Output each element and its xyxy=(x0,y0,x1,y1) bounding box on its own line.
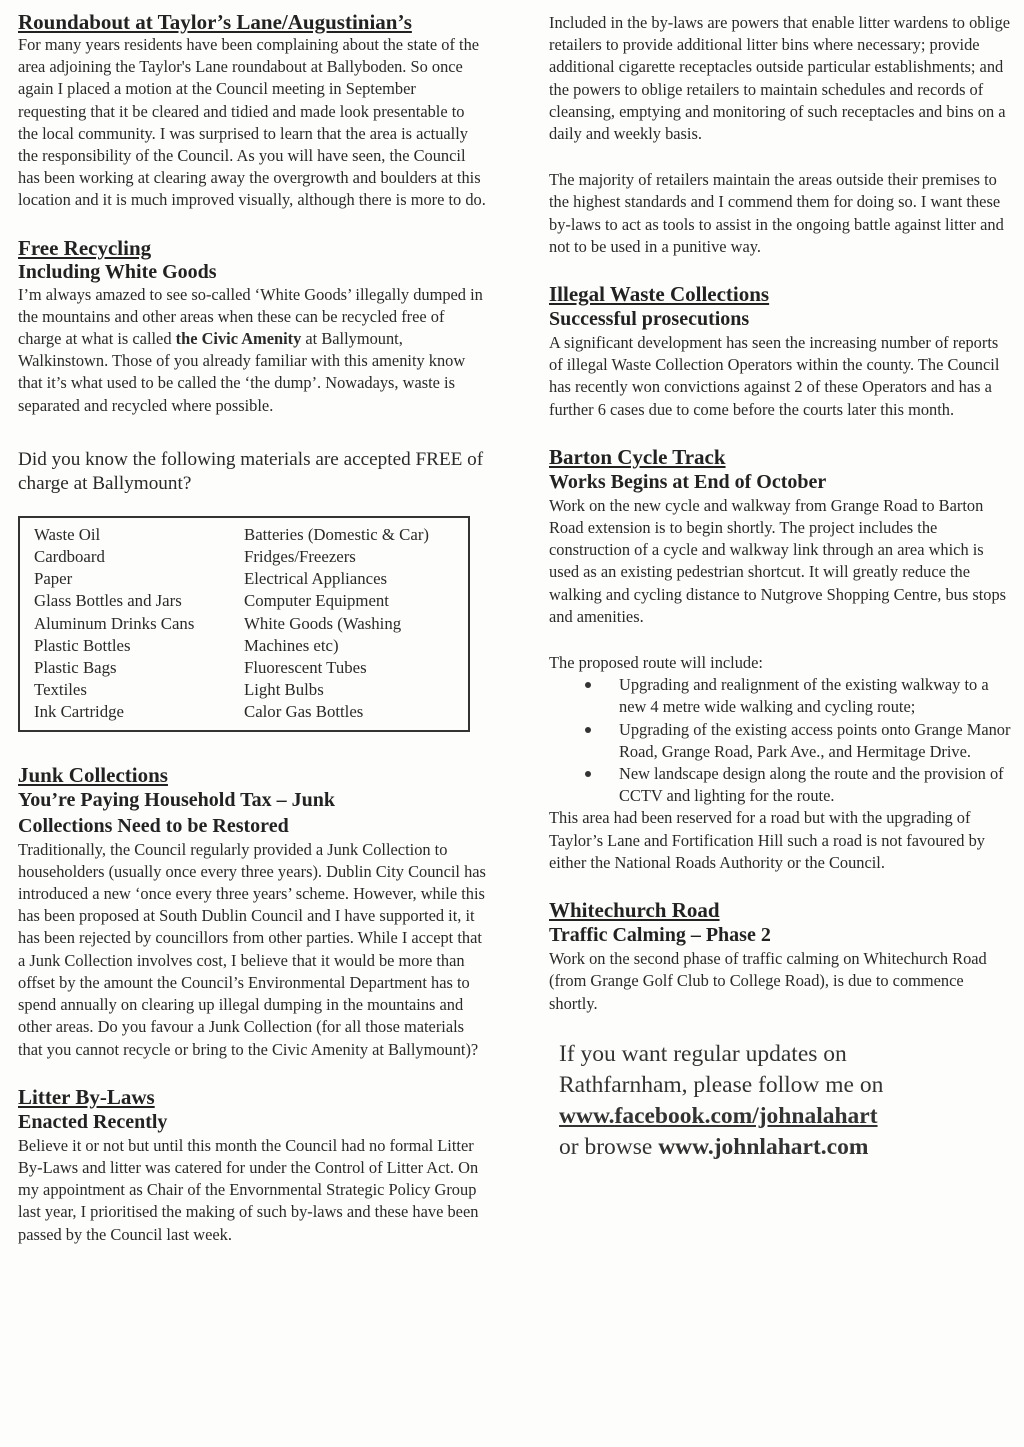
litter-subheading: Enacted Recently xyxy=(18,1110,168,1133)
litter-heading: Litter By-Laws xyxy=(18,1084,155,1109)
follow-block xyxy=(559,1039,1014,1163)
junk-body: Traditionally, the Council regularly provided a Junk Collection to householders (usually once every three years). Dublin City Council has introduced a new ‘once every three years’ scheme. However, while this has been proposed at South Dublin Council and I have supported it, it has been rejected by councillors from other parties. While I accept that a Junk Collection involves cost, I believe that it would be more than offset by the amount the Council’s Environmental Department has to spend annually on clearing up illegal dumping in the mountains and other areas. Do you favour a Junk Collection (for all those materials that you cannot recycle or bring to the Civic Amenity at Ballymount)? xyxy=(18,839,486,1059)
material-item: White Goods (Washing xyxy=(244,613,402,633)
recycling-heading: Free Recycling xyxy=(18,235,152,260)
illegal-waste-section xyxy=(549,282,1014,421)
follow-line-2: Rathfarnham, please follow me on xyxy=(559,1071,884,1098)
roundabout-heading: Roundabout at Taylor’s Lane/Augustinian’s xyxy=(18,10,412,34)
recycling-body: I’m always amazed to see so-called ‘White Goods’ illegally dumped in the mountains and other areas when these can be recycled free of charge at what is called the Civic Amenity at Ballymount, Walkinstown. Those of you already familiar with this amenity know that it’s what used to be called the ‘the dump’. Nowadays, waste is separated and recycled where possible. xyxy=(18,284,483,415)
illegal-waste-heading: Illegal Waste Collections xyxy=(549,282,770,307)
barton-section xyxy=(549,445,1014,874)
material-item: Fridges/Freezers xyxy=(244,547,356,567)
material-item: Plastic Bags xyxy=(34,658,117,678)
whitechurch-body: Work on the second phase of traffic calming on Whitechurch Road (from Grange Golf Club to College Road), is due to commence shortly. xyxy=(549,949,987,1013)
recycling-section xyxy=(18,236,488,732)
recycling-body-bold-civic: Civic Amenity xyxy=(201,329,302,349)
materials-box xyxy=(18,516,470,732)
material-item: Computer Equipment xyxy=(244,591,389,611)
material-item: Aluminum Drinks Cans xyxy=(34,613,195,633)
material-item: Fluorescent Tubes xyxy=(244,658,367,678)
left-column xyxy=(18,10,488,1246)
barton-body: Work on the new cycle and walkway from Grange Road to Barton Road extension is to begin shortly. The project includes the construction of a cycle and walkway link through an area which is used as an existing pedestrian shortcut. It will greatly reduce the walking and cycling distance to Nutgrove Shopping Centre, bus stops and amenities. xyxy=(549,495,1007,626)
material-item: Calor Gas Bottles xyxy=(244,702,364,722)
materials-left-column xyxy=(34,524,244,724)
material-item: Textiles xyxy=(34,680,87,700)
material-item: Machines etc) xyxy=(244,635,339,655)
material-item: Paper xyxy=(34,569,73,589)
material-item: Light Bulbs xyxy=(244,680,324,700)
list-item: Upgrading and realignment of the existing walkway to a new 4 metre wide walking and cycling route; xyxy=(619,674,1014,718)
right-column xyxy=(549,12,1014,1163)
illegal-waste-body: A significant development has seen the increasing number of reports of illegal Waste Collection Operators within the county. The Council has recently won convictions against 2 of these Operators and has a further 6 cases due to come before the courts later this month. xyxy=(549,333,1000,419)
junk-subheading: You’re Paying Household Tax – Junk Collections Need to be Restored xyxy=(18,788,335,837)
whitechurch-heading: Whitechurch Road xyxy=(549,898,720,923)
material-item: Electrical Appliances xyxy=(244,569,388,589)
barton-heading: Barton Cycle Track xyxy=(549,444,726,469)
list-item: New landscape design along the route and the provision of CCTV and lighting for the route. xyxy=(619,763,1014,807)
recycling-subheading: Including White Goods xyxy=(18,260,217,283)
illegal-waste-subheading: Successful prosecutions xyxy=(549,308,750,331)
barton-route-list xyxy=(549,674,1014,807)
roundabout-section xyxy=(18,10,488,212)
material-item: Cardboard xyxy=(34,547,105,567)
barton-route-intro: The proposed route will include: xyxy=(549,653,763,673)
facebook-link[interactable]: www.facebook.com/johnalahart xyxy=(559,1102,878,1129)
browse-line: or browse www.johnlahart.com xyxy=(559,1133,869,1160)
material-item: Plastic Bottles xyxy=(34,635,131,655)
material-item: Ink Cartridge xyxy=(34,702,124,722)
whitechurch-section xyxy=(549,898,1014,1015)
barton-subheading: Works Begins at End of October xyxy=(549,470,827,493)
website-link[interactable]: www.johnlahart.com xyxy=(658,1133,869,1160)
material-item: Glass Bottles and Jars xyxy=(34,591,182,611)
materials-right-column xyxy=(244,524,429,724)
list-item: Upgrading of the existing access points onto Grange Manor Road, Grange Road, Park Ave., and Hermitage Drive. xyxy=(619,719,1014,763)
litter-body-continued: Included in the by-laws are powers that enable litter wardens to oblige retailers to provide additional litter bins where necessary; provide additional cigarette receptacles outside particular establishments; and the powers to oblige retailers to maintain schedules and records of cleansing, emptying and monitoring of such receptacles and bins on a daily and weekly basis. xyxy=(549,13,1011,144)
material-item: Waste Oil xyxy=(34,524,101,544)
recycling-question: Did you know the following materials are accepted FREE of charge at Ballymount? xyxy=(18,448,484,494)
litter-body-retailers: The majority of retailers maintain the areas outside their premises to the highest standards and I commend them for doing so. I want these by-laws to act as tools to assist in the ongoing battle against litter and not to be used in a punitive way. xyxy=(549,170,1004,256)
barton-body-after: This area had been reserved for a road but with the upgrading of Taylor’s Lane and Fortification Hill such a road is not favoured by either the National Roads Authority or the Council. xyxy=(549,808,985,872)
whitechurch-subheading: Traffic Calming – Phase 2 xyxy=(549,924,771,947)
litter-section xyxy=(18,1085,488,1246)
recycling-body-bold-the: the xyxy=(175,329,198,349)
follow-line-1: If you want regular updates on xyxy=(559,1040,847,1067)
material-item: Batteries (Domestic & Car) xyxy=(244,524,430,544)
roundabout-body: For many years residents have been complaining about the state of the area adjoining the Taylor's Lane roundabout at Ballyboden. So once again I placed a motion at the Council meeting in September requesting that it be cleared and tidied and made look presentable to the local community. I was surprised to learn that the area is actually the responsibility of the Council. As you will have seen, the Council has been working at clearing away the overgrowth and boulders at this location and it is much improved visually, although there is more to do. xyxy=(18,35,486,210)
litter-body: Believe it or not but until this month the Council had no formal Litter By-Laws and litter was catered for under the Control of Litter Act. On my appointment as Chair of the Envornmental Strategic Policy Group last year, I prioritised the making of such by-laws and these have been passed by the Council last week. xyxy=(18,1135,479,1244)
junk-heading: Junk Collections xyxy=(18,762,168,787)
junk-section xyxy=(18,763,488,1061)
